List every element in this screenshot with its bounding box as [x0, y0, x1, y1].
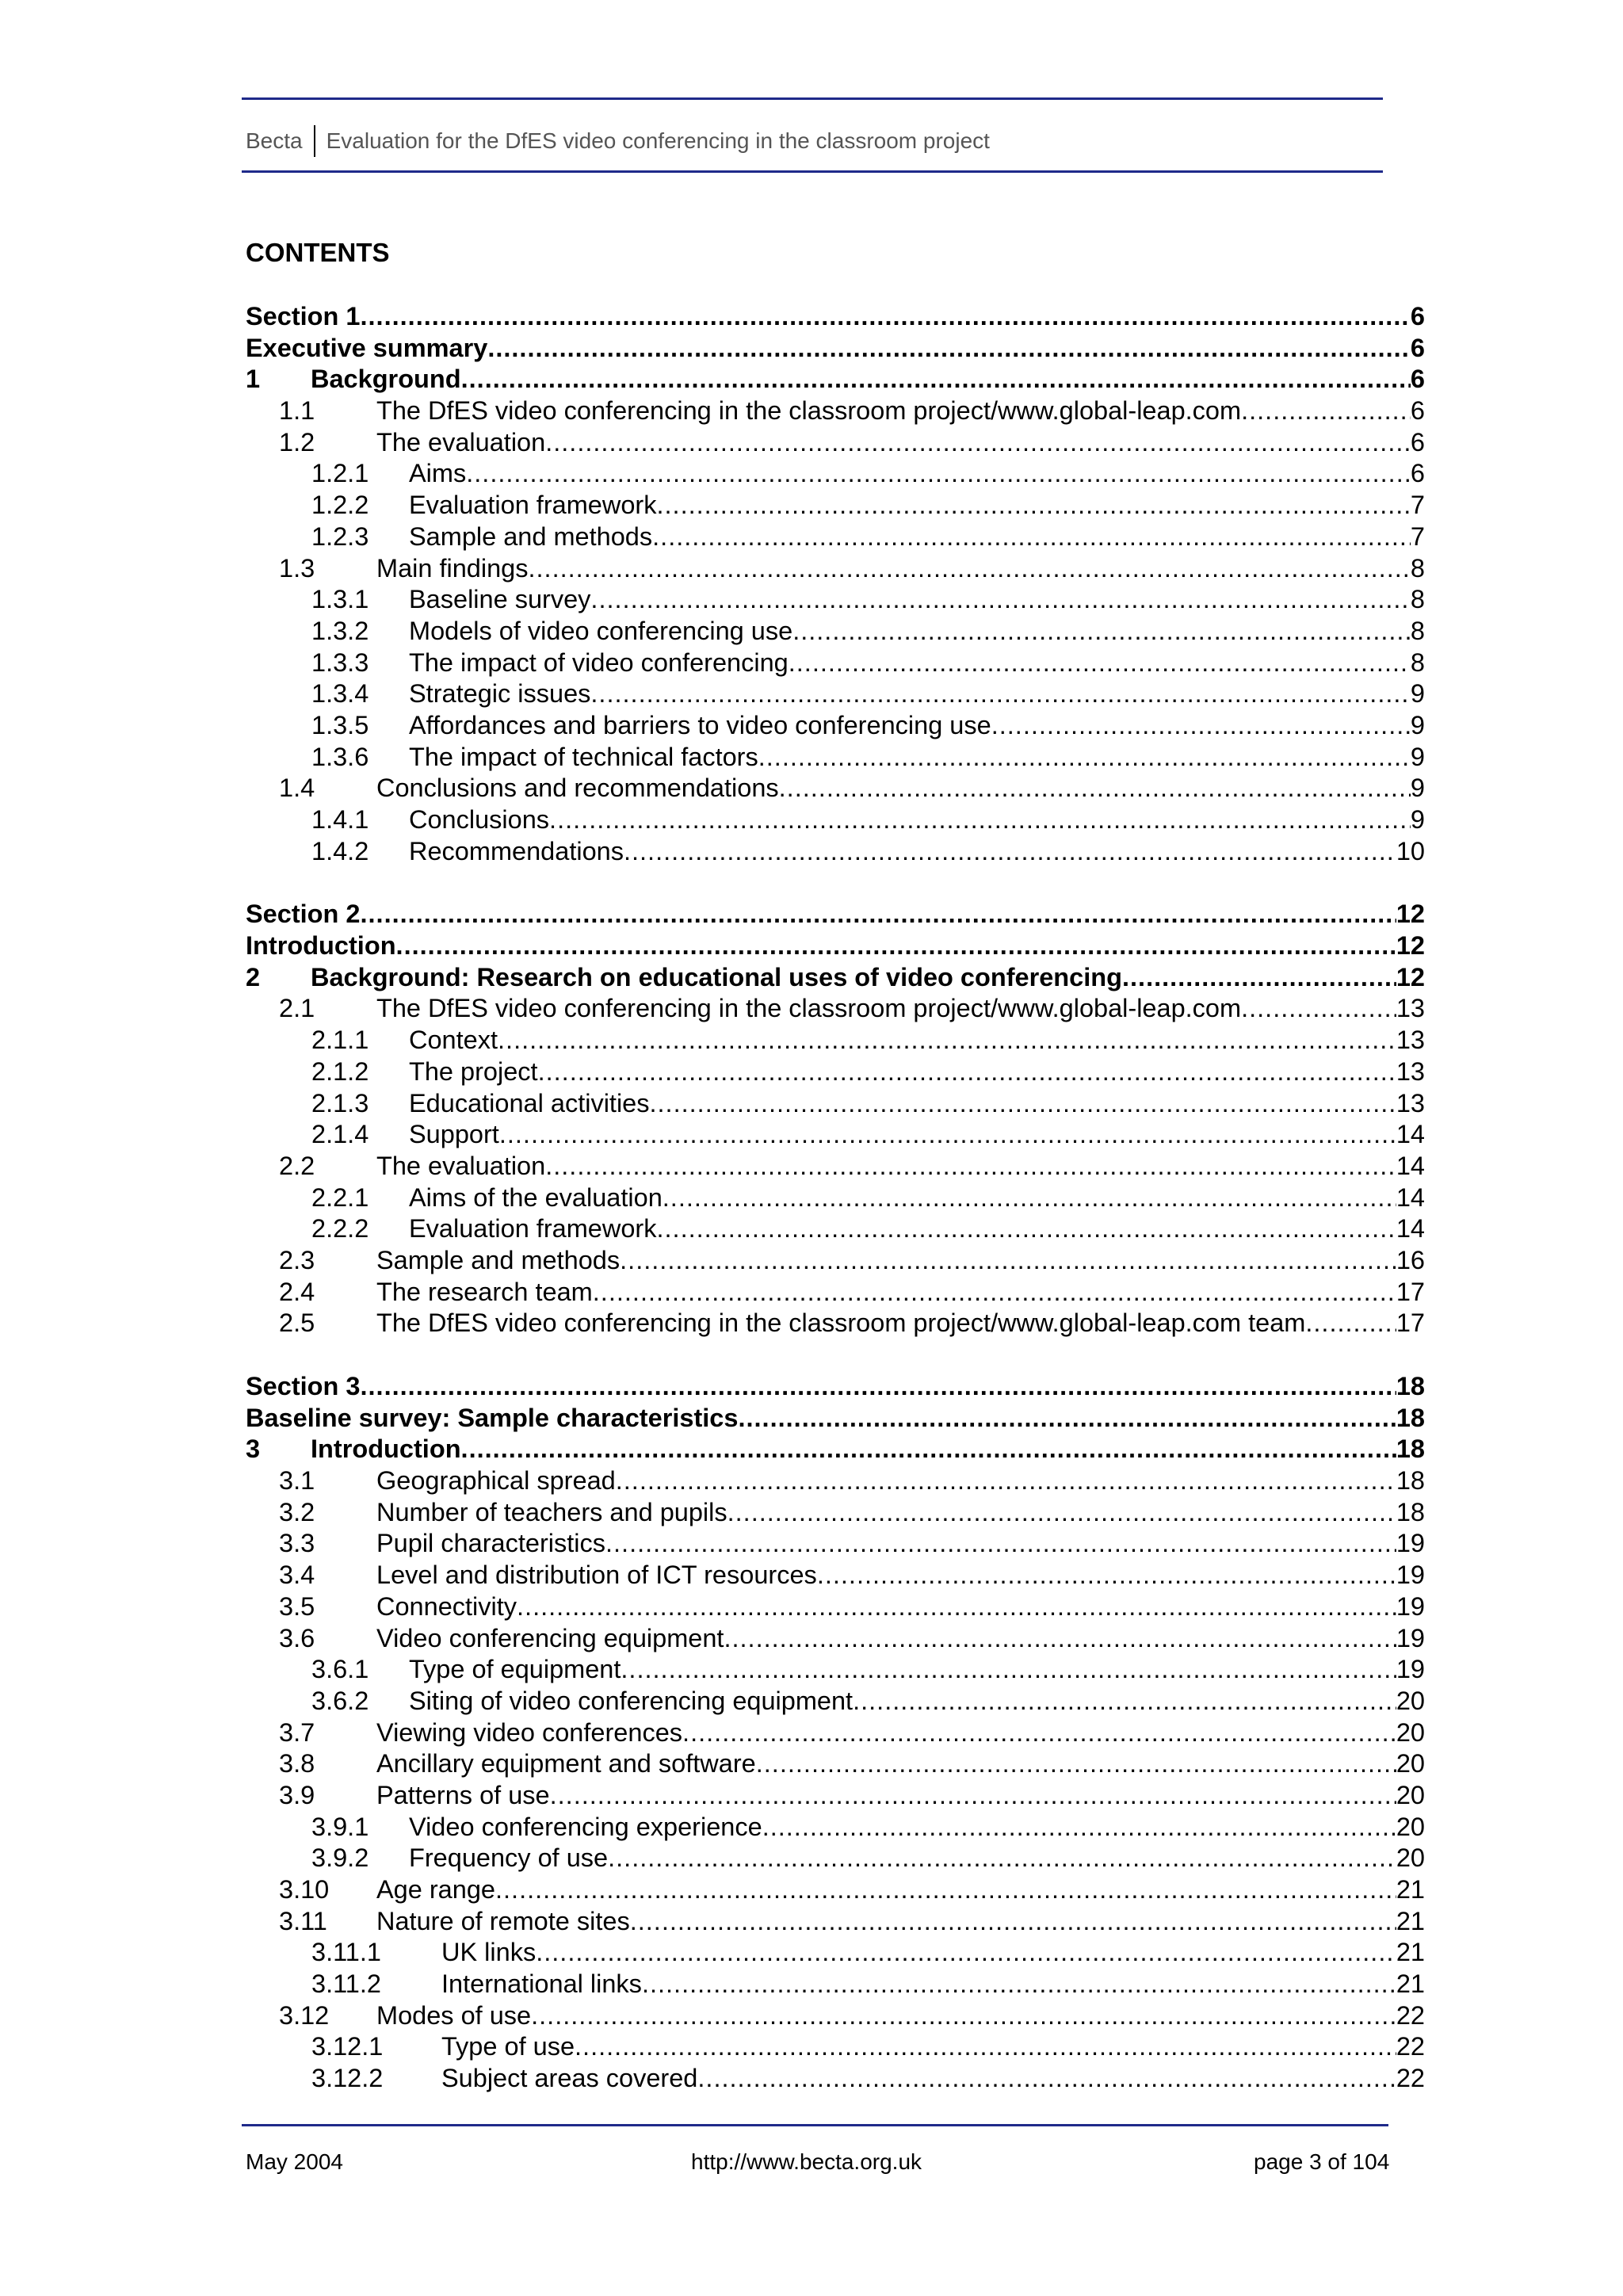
toc-entry[interactable] [246, 2063, 1425, 2095]
toc-entry-number: 1.3.6 [311, 742, 369, 771]
toc-entry-page: 20 [1396, 1812, 1425, 1841]
toc-dot-leader [590, 678, 1411, 710]
toc-entry-page: 14 [1396, 1214, 1425, 1244]
toc-entry[interactable] [246, 490, 1425, 521]
toc-entry[interactable] [246, 1277, 1425, 1308]
toc-entry[interactable] [246, 1434, 1425, 1465]
toc-dot-leader [361, 1371, 1396, 1403]
toc-group-gap [246, 1339, 1425, 1371]
toc-dot-leader [545, 1151, 1396, 1182]
toc-entry-number: 2.3 [279, 1245, 315, 1274]
toc-entry-number: 3.6.2 [311, 1686, 369, 1715]
toc-entry-number: 3.12.1 [311, 2032, 384, 2061]
toc-entry-number: 3.10 [279, 1875, 330, 1904]
toc-entry-title: Introduction [246, 931, 396, 961]
toc-dot-leader [650, 1088, 1396, 1120]
toc-entry-number: 3.5 [279, 1591, 315, 1621]
toc-entry-page: 19 [1396, 1591, 1425, 1621]
toc-entry-number: 3.9.2 [311, 1843, 369, 1873]
toc-entry-title: Baseline survey [409, 585, 591, 614]
toc-dot-leader [697, 2063, 1396, 2095]
toc-entry-page: 9 [1410, 805, 1425, 834]
toc-entry-page: 20 [1396, 1717, 1425, 1747]
toc-entry[interactable] [246, 773, 1425, 804]
toc-entry-title: The evaluation [376, 1151, 546, 1180]
toc-dot-leader [461, 364, 1411, 395]
toc-entry[interactable] [246, 1528, 1425, 1560]
toc-entry[interactable] [246, 616, 1425, 648]
toc-entry-title: Geographical spread [376, 1466, 616, 1496]
contents-heading: CONTENTS [246, 238, 390, 267]
toc-dot-leader [529, 553, 1411, 585]
toc-entry-page: 21 [1396, 1938, 1425, 1967]
toc-entry-page: 20 [1396, 1749, 1425, 1778]
toc-entry-page: 6 [1410, 333, 1425, 362]
toc-entry[interactable] [246, 1465, 1425, 1497]
toc-entry-number: 1.3.1 [311, 585, 369, 614]
toc-entry[interactable] [246, 993, 1425, 1025]
toc-entry[interactable] [246, 710, 1425, 742]
toc-entry-number: 3.12 [279, 2000, 330, 2030]
header-title: Evaluation for the DfES video conferencing in the classroom project [326, 128, 990, 153]
toc-dot-leader [608, 1843, 1396, 1874]
toc-entry[interactable] [246, 1151, 1425, 1182]
toc-entry-title: Viewing video conferences [376, 1717, 683, 1747]
toc-entry-title: The DfES video conferencing in the classroom project/www.global-leap.com [376, 396, 1242, 426]
toc-entry-page: 16 [1396, 1245, 1425, 1274]
toc-entry-title: Strategic issues [409, 679, 591, 709]
toc-entry-title: Conclusions and recommendations [376, 774, 779, 803]
toc-entry-page: 8 [1410, 585, 1425, 614]
toc-entry-page: 8 [1410, 616, 1425, 645]
toc-entry-number: 1.2.3 [311, 521, 369, 551]
toc-entry-number: 1.3.2 [311, 616, 369, 645]
toc-dot-leader [1305, 1308, 1396, 1339]
toc-dot-leader [792, 616, 1411, 648]
toc-entry-title: Educational activities [409, 1088, 650, 1117]
toc-entry[interactable] [246, 1748, 1425, 1780]
toc-entry-page: 21 [1396, 1969, 1425, 1999]
toc-entry-title: Number of teachers and pupils [376, 1497, 727, 1526]
toc-dot-leader [762, 1812, 1396, 1843]
toc-entry-number: 3.2 [279, 1497, 315, 1526]
toc-entry-page: 8 [1410, 648, 1425, 677]
toc-entry-number: 1.4.1 [311, 805, 369, 834]
toc-entry[interactable] [246, 1686, 1425, 1717]
toc-entry-page: 18 [1396, 1466, 1425, 1496]
toc-dot-leader [756, 1748, 1396, 1780]
toc-entry-title: Modes of use [376, 2000, 532, 2030]
toc-entry-title: Ancillary equipment and software [376, 1749, 756, 1778]
toc-dot-leader [620, 1245, 1396, 1277]
toc-entry-number: 1.4 [279, 774, 315, 803]
toc-entry-title: Support [409, 1120, 499, 1149]
toc-entry[interactable] [246, 458, 1425, 490]
toc-dot-leader [461, 1434, 1396, 1465]
toc-dot-leader [616, 1465, 1396, 1497]
toc-dot-leader [789, 648, 1411, 679]
toc-entry-number: 3.7 [279, 1717, 315, 1747]
toc-dot-leader [682, 1717, 1396, 1749]
toc-entry[interactable] [246, 1497, 1425, 1529]
toc-entry-number: 3 [246, 1435, 261, 1464]
toc-entry-number: 3.11.1 [311, 1938, 381, 1967]
toc-entry[interactable] [246, 2000, 1425, 2032]
toc-dot-leader [396, 930, 1396, 962]
toc-entry-title: Section 1 [246, 302, 361, 330]
toc-entry-number: 2.1.4 [311, 1120, 369, 1149]
toc-dot-leader [536, 1937, 1396, 1969]
toc-entry-number: 2.1 [279, 994, 315, 1023]
toc-entry-page: 6 [1410, 396, 1425, 426]
toc-entry[interactable] [246, 1937, 1425, 1969]
toc-entry-number: 1.2.2 [311, 491, 369, 520]
toc-entry-title: Baseline survey: Sample characteristics [246, 1403, 739, 1432]
toc-entry[interactable] [246, 521, 1425, 553]
toc-entry-page: 22 [1396, 2000, 1425, 2030]
toc-entry-number: 2.4 [279, 1277, 315, 1306]
toc-entry-title: Models of video conferencing use [409, 616, 793, 645]
toc-entry-title: Section 2 [246, 900, 361, 929]
toc-entry[interactable] [246, 742, 1425, 774]
toc-entry-number: 3.1 [279, 1466, 315, 1496]
toc-entry-page: 22 [1396, 2032, 1425, 2061]
toc-dot-leader [853, 1686, 1396, 1717]
toc-entry-title: The DfES video conferencing in the classroom project/www.global-leap.com [376, 994, 1242, 1023]
toc-dot-leader [724, 1623, 1396, 1655]
toc-entry-title: Background: Research on educational uses of video conferencing [311, 962, 1122, 991]
toc-entry-title: Recommendations [409, 836, 624, 865]
toc-entry-number: 3.9.1 [311, 1812, 369, 1841]
toc-dot-leader [657, 1213, 1396, 1245]
toc-dot-leader [466, 458, 1411, 490]
footer-page-number: page 3 of 104 [1254, 2149, 1390, 2174]
toc-dot-leader [605, 1528, 1396, 1560]
toc-entry[interactable] [246, 364, 1425, 395]
toc-entry[interactable] [246, 427, 1425, 459]
toc-entry-number: 2.2 [279, 1151, 315, 1180]
toc-entry-number: 3.9 [279, 1780, 315, 1809]
toc-entry-title: The project [409, 1056, 538, 1086]
toc-entry-page: 21 [1396, 1906, 1425, 1935]
toc-entry[interactable] [246, 1371, 1425, 1403]
toc-entry[interactable] [246, 1654, 1425, 1686]
toc-entry-page: 9 [1410, 774, 1425, 803]
toc-entry[interactable] [246, 2031, 1425, 2063]
toc-dot-leader [545, 427, 1411, 459]
toc-entry-number: 1.2 [279, 427, 315, 457]
toc-entry-page: 14 [1396, 1151, 1425, 1180]
toc-entry-page: 19 [1396, 1529, 1425, 1558]
toc-entry[interactable] [246, 1213, 1425, 1245]
footer-date: May 2004 [246, 2149, 343, 2174]
toc-entry-page: 20 [1396, 1843, 1425, 1873]
toc-entry-page: 14 [1396, 1182, 1425, 1212]
toc-entry-title: Conclusions [409, 805, 550, 834]
toc-entry-page: 13 [1396, 1026, 1425, 1055]
toc-entry-number: 3.11 [279, 1906, 327, 1935]
toc-entry-number: 2 [246, 962, 261, 991]
toc-entry-title: Patterns of use [376, 1780, 550, 1809]
toc-entry[interactable] [246, 1812, 1425, 1843]
toc-entry-title: Frequency of use [409, 1843, 609, 1873]
toc-entry-page: 19 [1396, 1655, 1425, 1684]
toc-entry-title: Level and distribution of ICT resources [376, 1561, 817, 1590]
toc-entry-number: 1.3 [279, 553, 315, 583]
toc-entry-title: UK links [441, 1938, 537, 1967]
toc-entry-number: 1.3.5 [311, 710, 369, 739]
header-separator [314, 125, 315, 157]
toc-dot-leader [593, 1277, 1396, 1308]
toc-entry[interactable] [246, 1843, 1425, 1874]
toc-entry-title: Main findings [376, 553, 529, 583]
toc-entry[interactable] [246, 804, 1425, 836]
toc-entry[interactable] [246, 648, 1425, 679]
toc-entry-page: 12 [1396, 931, 1425, 961]
toc-entry-number: 3.11.2 [311, 1969, 381, 1999]
toc-dot-leader [1241, 395, 1411, 427]
toc-entry-title: Sample and methods [376, 1245, 621, 1274]
table-of-contents [246, 301, 1425, 2095]
toc-dot-leader [550, 1780, 1396, 1812]
toc-entry-number: 3.8 [279, 1749, 315, 1778]
toc-entry-page: 8 [1410, 553, 1425, 583]
toc-entry-page: 18 [1396, 1403, 1425, 1432]
footer-url[interactable]: http://www.becta.org.uk [691, 2149, 922, 2174]
toc-dot-leader [663, 1182, 1396, 1214]
toc-entry-page: 19 [1396, 1623, 1425, 1652]
toc-entry-title: The impact of video conferencing [409, 648, 789, 677]
toc-entry-title: Introduction [311, 1435, 461, 1464]
toc-entry-page: 18 [1396, 1435, 1425, 1464]
toc-entry-page: 13 [1396, 1056, 1425, 1086]
toc-entry-number: 2.2.2 [311, 1214, 369, 1244]
toc-dot-leader [498, 1025, 1396, 1056]
toc-entry-number: 1.1 [279, 396, 315, 426]
toc-entry-page: 12 [1396, 962, 1425, 991]
toc-entry-number: 1.3.3 [311, 648, 369, 677]
toc-entry-page: 17 [1396, 1308, 1425, 1338]
toc-entry-page: 22 [1396, 2064, 1425, 2093]
toc-entry-number: 2.5 [279, 1308, 315, 1338]
toc-entry-page: 6 [1410, 427, 1425, 457]
toc-entry-title: Executive summary [246, 333, 488, 362]
toc-dot-leader [630, 1906, 1396, 1938]
toc-entry-title: Type of use [441, 2032, 575, 2061]
toc-group-gap [246, 867, 1425, 899]
page-header [246, 125, 990, 157]
toc-entry-page: 13 [1396, 1088, 1425, 1117]
toc-entry-number: 2.1.3 [311, 1088, 369, 1117]
toc-entry[interactable] [246, 1119, 1425, 1151]
toc-entry-title: Context [409, 1026, 498, 1055]
toc-entry[interactable] [246, 333, 1425, 365]
toc-dot-leader [991, 710, 1411, 742]
toc-dot-leader [590, 584, 1411, 616]
toc-dot-leader [738, 1403, 1396, 1435]
toc-dot-leader [624, 836, 1396, 868]
toc-entry[interactable] [246, 1780, 1425, 1812]
toc-dot-leader [621, 1654, 1396, 1686]
toc-entry-page: 7 [1410, 521, 1425, 551]
toc-dot-leader [652, 521, 1411, 553]
toc-entry-page: 6 [1410, 459, 1425, 488]
toc-dot-leader [1241, 993, 1396, 1025]
toc-dot-leader [642, 1969, 1396, 2000]
toc-entry-title: Video conferencing equipment [376, 1623, 724, 1652]
toc-entry-page: 7 [1410, 491, 1425, 520]
toc-dot-leader [758, 742, 1411, 774]
toc-entry-title: Aims of the evaluation [409, 1182, 663, 1212]
toc-entry[interactable] [246, 301, 1425, 333]
toc-dot-leader [517, 1591, 1396, 1623]
toc-dot-leader [657, 490, 1411, 521]
toc-entry-number: 2.1.2 [311, 1056, 369, 1086]
toc-entry-page: 9 [1410, 742, 1425, 771]
toc-dot-leader [538, 1056, 1396, 1088]
toc-entry-title: Aims [409, 459, 467, 488]
toc-entry-page: 9 [1410, 679, 1425, 709]
toc-dot-leader [487, 333, 1411, 365]
toc-entry[interactable] [246, 678, 1425, 710]
toc-entry-page: 20 [1396, 1686, 1425, 1715]
toc-entry-page: 10 [1396, 836, 1425, 865]
toc-entry-page: 6 [1410, 302, 1425, 330]
toc-entry-page: 17 [1396, 1277, 1425, 1306]
toc-entry[interactable] [246, 1308, 1425, 1339]
toc-entry-number: 1 [246, 365, 261, 394]
toc-entry-number: 2.2.1 [311, 1182, 369, 1212]
toc-entry-page: 6 [1410, 365, 1425, 394]
toc-dot-leader [531, 2000, 1396, 2032]
toc-entry[interactable] [246, 1056, 1425, 1088]
toc-dot-leader [727, 1497, 1396, 1529]
toc-dot-leader [361, 301, 1411, 333]
toc-entry[interactable] [246, 1403, 1425, 1435]
footer-rule [242, 2124, 1388, 2126]
toc-entry-title: The DfES video conferencing in the classroom project/www.global-leap.com team [376, 1308, 1306, 1338]
toc-entry-title: Evaluation framework [409, 1214, 657, 1244]
toc-entry-number: 1.2.1 [311, 459, 369, 488]
toc-entry-number: 3.12.2 [311, 2064, 384, 2093]
header-rule-top [242, 97, 1383, 100]
toc-entry-page: 12 [1396, 900, 1425, 929]
toc-entry-title: The research team [376, 1277, 593, 1306]
toc-entry[interactable] [246, 836, 1425, 868]
toc-entry-title: Sample and methods [409, 521, 653, 551]
toc-entry[interactable] [246, 1717, 1425, 1749]
toc-entry[interactable] [246, 930, 1425, 962]
toc-entry-title: Siting of video conferencing equipment [409, 1686, 854, 1715]
toc-entry-number: 2.1.1 [311, 1026, 369, 1055]
toc-entry-title: Pupil characteristics [376, 1529, 605, 1558]
toc-entry[interactable] [246, 1623, 1425, 1655]
toc-entry-page: 19 [1396, 1561, 1425, 1590]
toc-entry-page: 18 [1396, 1372, 1425, 1400]
toc-entry[interactable] [246, 1874, 1425, 1906]
toc-entry-title: Connectivity [376, 1591, 517, 1621]
toc-entry-number: 1.3.4 [311, 679, 369, 709]
toc-entry-title: Section 3 [246, 1372, 361, 1400]
toc-entry-page: 9 [1410, 710, 1425, 739]
toc-entry-title: The evaluation [376, 427, 546, 457]
toc-dot-leader [549, 804, 1411, 836]
toc-dot-leader [361, 899, 1396, 930]
toc-dot-leader [1122, 962, 1396, 994]
toc-entry-number: 1.4.2 [311, 836, 369, 865]
toc-entry-title: Background [311, 365, 461, 394]
toc-entry[interactable] [246, 1025, 1425, 1056]
toc-entry[interactable] [246, 1969, 1425, 2000]
toc-entry-number: 3.3 [279, 1529, 315, 1558]
header-org: Becta [246, 128, 303, 153]
toc-entry[interactable] [246, 962, 1425, 994]
toc-entry[interactable] [246, 1591, 1425, 1623]
toc-dot-leader [499, 1119, 1396, 1151]
toc-entry-title: Subject areas covered [441, 2064, 698, 2093]
toc-entry-title: Affordances and barriers to video conferencing use [409, 710, 991, 739]
toc-entry[interactable] [246, 1182, 1425, 1214]
toc-entry-title: Age range [376, 1875, 495, 1904]
toc-entry-page: 20 [1396, 1780, 1425, 1809]
toc-entry-page: 21 [1396, 1875, 1425, 1904]
toc-entry-title: Type of equipment [409, 1655, 621, 1684]
toc-entry[interactable] [246, 553, 1425, 585]
toc-entry-title: Nature of remote sites [376, 1906, 630, 1935]
toc-entry-number: 3.6.1 [311, 1655, 369, 1684]
toc-entry-title: The impact of technical factors [409, 742, 758, 771]
toc-entry-title: Evaluation framework [409, 491, 657, 520]
toc-entry-page: 18 [1396, 1497, 1425, 1526]
toc-dot-leader [817, 1560, 1396, 1591]
toc-entry[interactable] [246, 1088, 1425, 1120]
toc-entry-number: 3.4 [279, 1561, 315, 1590]
toc-entry[interactable] [246, 584, 1425, 616]
toc-entry[interactable] [246, 395, 1425, 427]
toc-dot-leader [495, 1874, 1396, 1906]
toc-entry-page: 14 [1396, 1120, 1425, 1149]
toc-entry[interactable] [246, 1245, 1425, 1277]
toc-entry[interactable] [246, 1906, 1425, 1938]
toc-dot-leader [575, 2031, 1396, 2063]
header-rule-bottom [242, 170, 1383, 173]
toc-entry-title: Video conferencing experience [409, 1812, 762, 1841]
toc-dot-leader [779, 773, 1411, 804]
toc-entry[interactable] [246, 1560, 1425, 1591]
toc-entry-title: International links [441, 1969, 642, 1999]
toc-entry-number: 3.6 [279, 1623, 315, 1652]
toc-entry-page: 13 [1396, 994, 1425, 1023]
toc-entry[interactable] [246, 899, 1425, 930]
